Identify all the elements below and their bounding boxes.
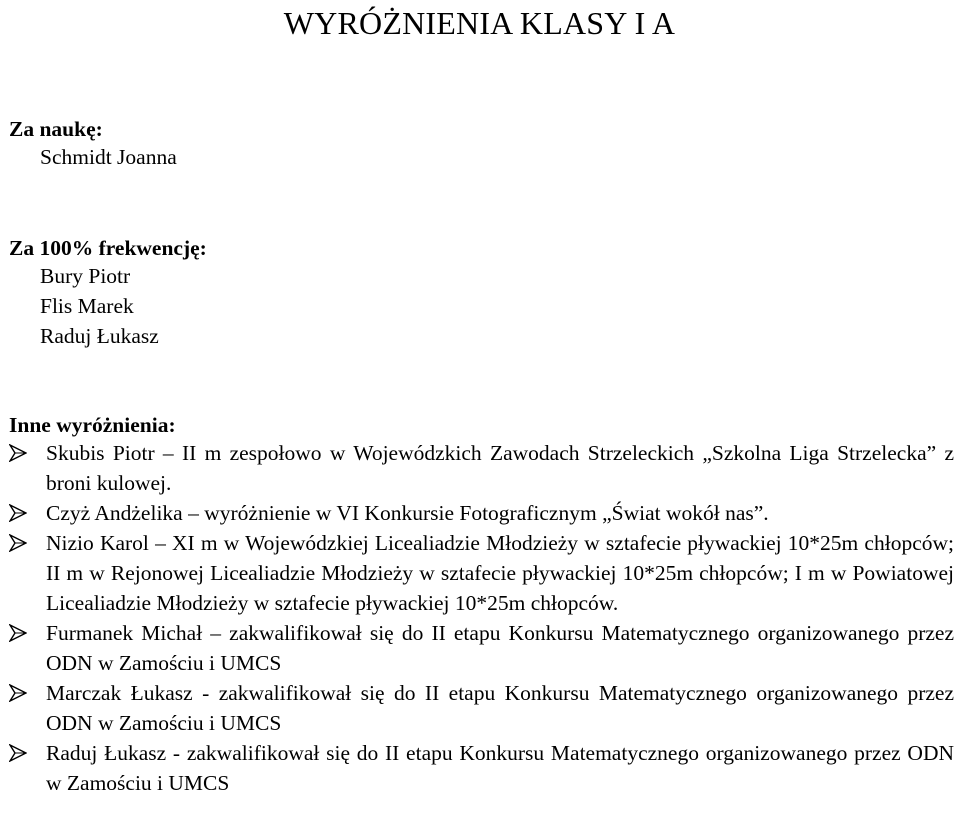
list-item: Bury Piotr: [40, 264, 131, 288]
list-item: [0, 618, 959, 678]
award-text: Raduj Łukasz - zakwalifikował się do II etapu Konkursu Matematycznego organizowanego przez ODN w Zamościu i UMCS: [46, 741, 954, 795]
attendance-names-list: [40, 261, 159, 351]
list-item: [0, 438, 959, 498]
list-item: Schmidt Joanna: [40, 145, 177, 169]
science-names-list: [40, 142, 177, 172]
list-item: Flis Marek: [40, 294, 134, 318]
arrowhead-bullet-icon: [9, 534, 27, 552]
award-text: Czyż Andżelika – wyróżnienie w VI Konkursie Fotograficznym „Świat wokół nas”.: [46, 501, 769, 525]
arrowhead-bullet-icon: [9, 444, 27, 462]
section-heading-science: Za naukę:: [9, 117, 103, 141]
arrowhead-bullet-icon: [9, 624, 27, 642]
arrowhead-bullet-icon: [9, 744, 27, 762]
arrowhead-bullet-icon: [9, 504, 27, 522]
award-text: Nizio Karol – XI m w Wojewódzkiej Licealiadzie Młodzieży w sztafecie pływackiej 10*25m chłopców; II m w Rejonowej Licealiadzie Młodzieży w sztafecie pływackiej 10*25m chłopców; I m w Powiatowej Licealiadzie Młodzieży w sztafecie pływackiej 10*25m chłopców.: [46, 531, 954, 615]
page-title: WYRÓŻNIENIA KLASY I A: [283, 5, 676, 41]
list-item: [0, 498, 959, 528]
section-heading-other: Inne wyróżnienia:: [9, 413, 176, 437]
list-item: Raduj Łukasz: [40, 324, 159, 348]
award-text: Skubis Piotr – II m zespołowo w Wojewódzkich Zawodach Strzeleckich „Szkolna Liga Strzelecka” z broni kulowej.: [46, 441, 954, 495]
award-text: Marczak Łukasz - zakwalifikował się do II etapu Konkursu Matematycznego organizowanego przez ODN w Zamościu i UMCS: [46, 681, 954, 735]
award-text: Furmanek Michał – zakwalifikował się do II etapu Konkursu Matematycznego organizowanego przez ODN w Zamościu i UMCS: [46, 621, 954, 675]
arrowhead-bullet-icon: [9, 684, 27, 702]
awards-list: [0, 438, 959, 798]
list-item: [0, 678, 959, 738]
list-item: [0, 738, 959, 798]
list-item: [0, 528, 959, 618]
section-heading-attendance: Za 100% frekwencję:: [9, 236, 207, 260]
